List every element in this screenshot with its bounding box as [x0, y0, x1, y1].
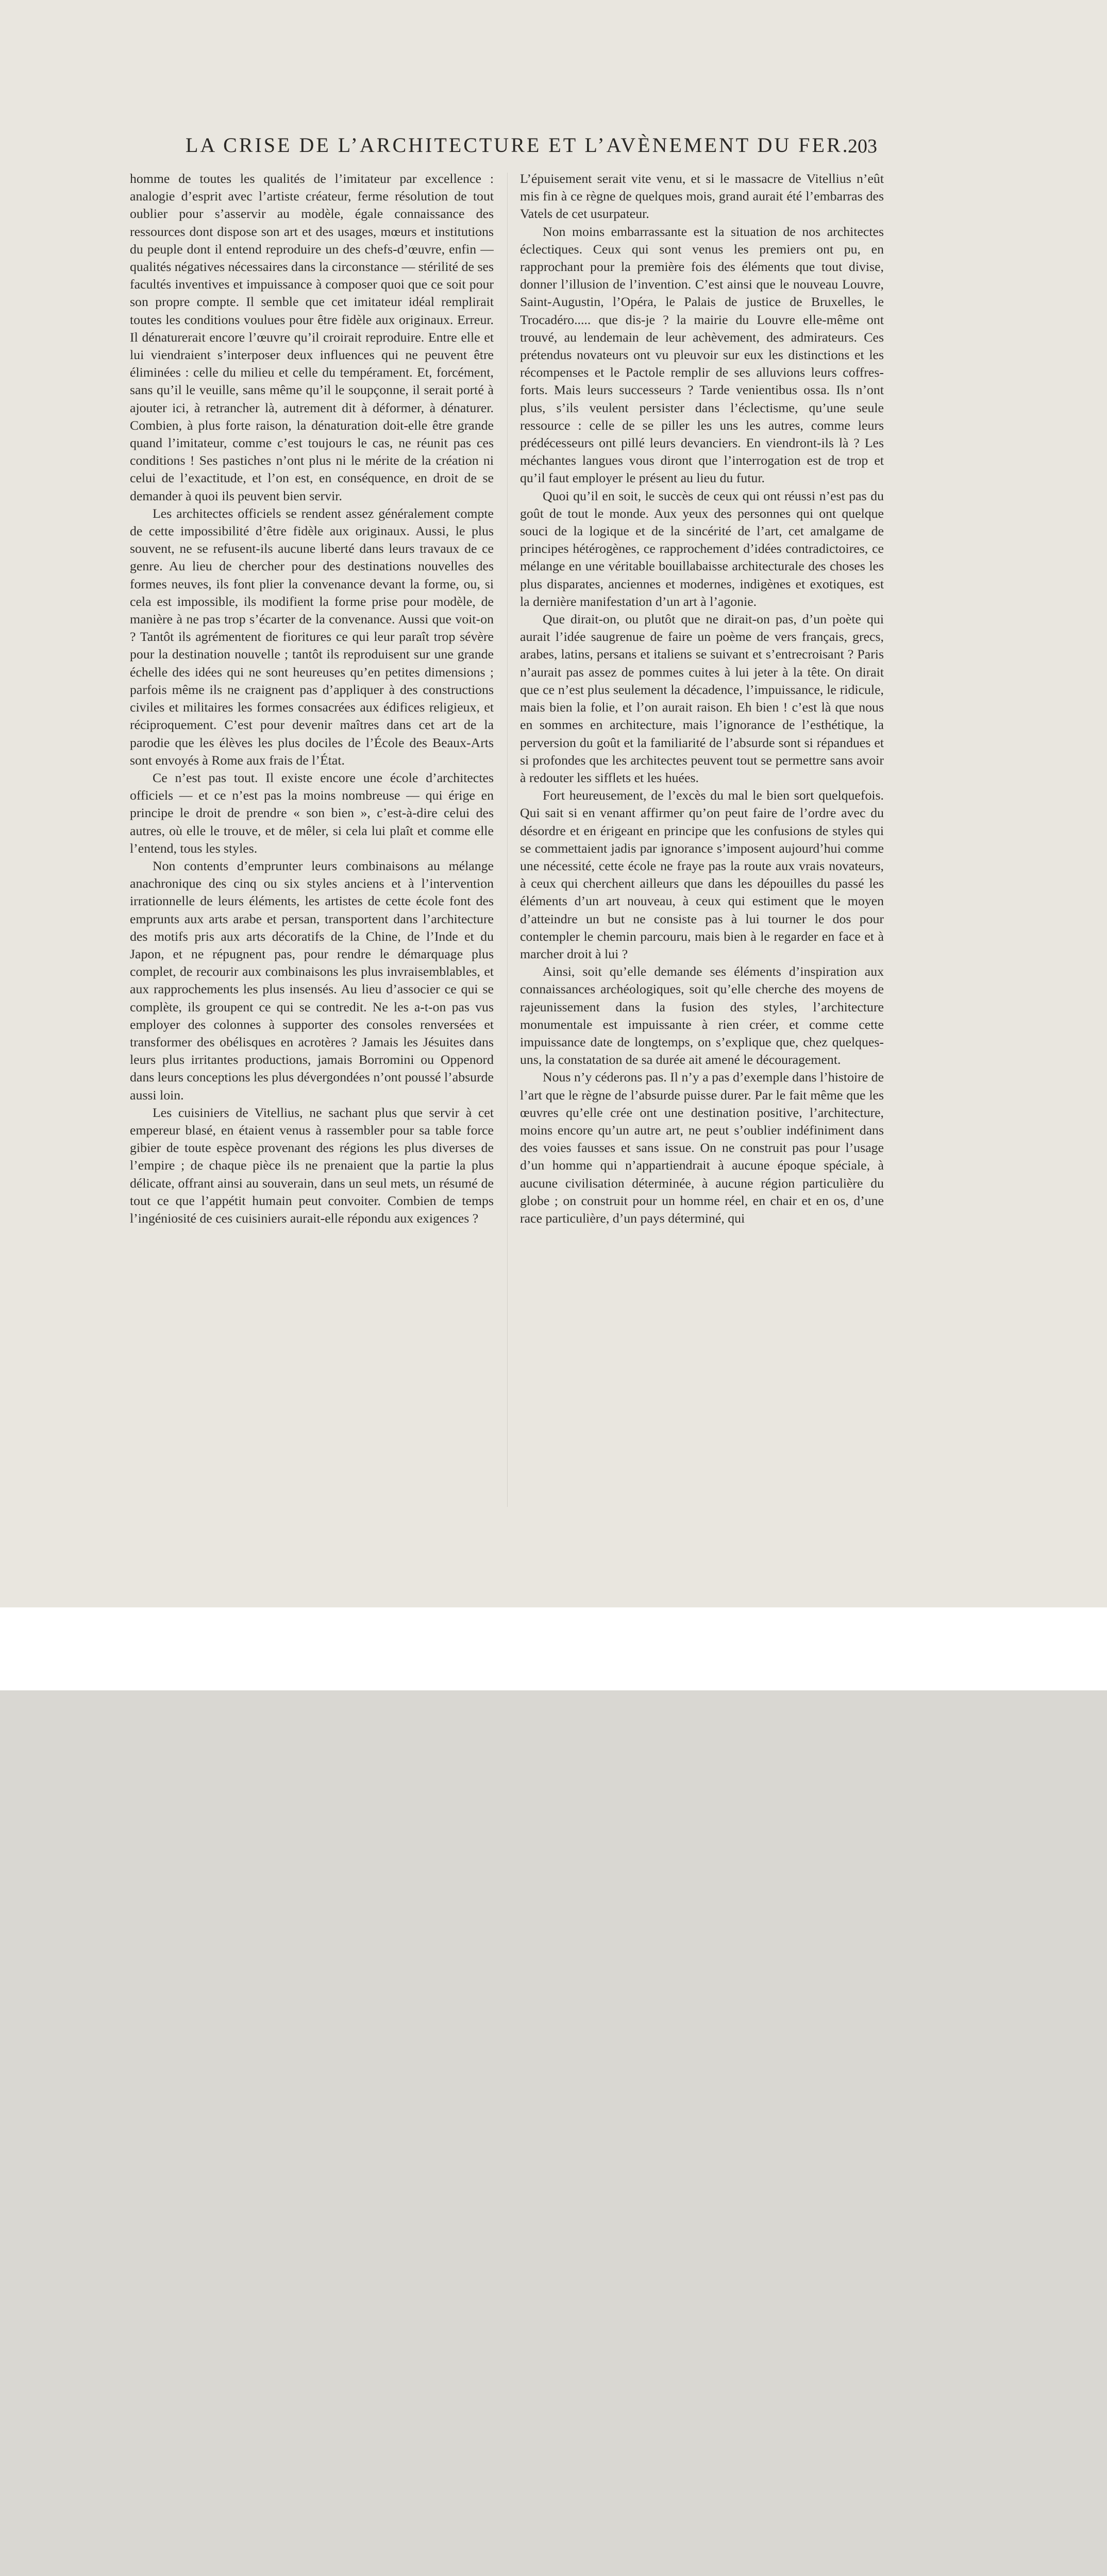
page-number: 203	[848, 135, 877, 157]
paragraph: L’épuisement serait vite venu, et si le massacre de Vitellius n’eût mis fin à ce règne de quelques mois, grand aurait été l’embarras des Vatels de cet usurpateur.	[520, 171, 884, 222]
right-text-column	[520, 170, 884, 1561]
paragraph: Non moins embarrassante est la situation de nos architectes éclectiques. Ceux qui sont venus les premiers ont pu, en rapprochant pour la première fois des éléments que tout divise, donner l’illusion de l’invention. C’est ainsi que le nouveau Louvre, Saint-Augustin, l’Opéra, le Palais de justice de Bruxelles, le Trocadéro..... que dis-je ? la mairie du Louvre elle-même ont trouvé, au lendemain de leur achèvement, des admirateurs. Ces prétendus novateurs ont vu pleuvoir sur eux les distinctions et les récompenses et le Pactole remplir de ses alluvions leurs coffres-forts. Mais leurs successeurs ? Tarde venientibus ossa. Ils n’ont plus, s’ils veulent persister dans l’éclectisme, qu’une seule ressource : celle de se piller les uns les autres, comme leurs prédécesseurs ont pillé leurs devanciers. En viendront-ils là ? Les méchantes langues vous diront que l’interrogation est de trop et qu’il faut employer le présent au lieu du futur.	[520, 224, 884, 486]
paragraph: Que dirait-on, ou plutôt que ne dirait-on pas, d’un poète qui aurait l’idée saugrenue de faire un poème de vers français, grecs, arabes, latins, persans et italiens se suivant et s’entrecroisant ? Paris n’aurait pas assez de pommes cuites à lui jeter à la tête. On dirait que ce n’est plus seulement la décadence, l’impuissance, le ridicule, mais bien la folie, et l’on aurait raison. Eh bien ! c’est là que nous en sommes en architecture, mais l’ignorance de l’esthétique, la perversion du goût et la familiarité de l’absurde sont si répandues et si profondes que les architectes peuvent tout se permettre sans avoir à redouter les sifflets et les huées.	[520, 612, 884, 785]
paragraph: Les architectes officiels se rendent assez généralement compte de cette impossibilité d’être fidèle aux originaux. Aussi, le plus souvent, ne se refusent-ils aucune liberté dans leurs travaux de ce genre. Au lieu de chercher pour des destinations nouvelles des formes neuves, ils font plier la convenance devant la forme, ou, si cela est impossible, ils modifient la forme prise pour modèle, de manière à ne pas trop s’écarter de la convenance. Aussi que voit-on ? Tantôt ils agrémentent de fioritures ce qui leur paraît trop sévère pour la destination nouvelle ; tantôt ils reproduisent sur une grande échelle des idées qui ne sont heureuses qu’en petites dimensions ; parfois même ils ne craignent pas d’appliquer à des constructions civiles et militaires les formes consacrées aux édifices religieux, et réciproquement. C’est pour devenir maîtres dans cet art de la parodie que les élèves les plus dociles de l’École des Beaux-Arts sont envoyés à Rome aux frais de l’État.	[130, 505, 494, 768]
paragraph: Nous n’y céderons pas. Il n’y a pas d’exemple dans l’histoire de l’art que le règne de l’absurde puisse durer. Par le fait même que les œuvres qu’elle crée ont une destination positive, l’architecture, moins encore qu’un autre art, ne peut s’oublier indéfiniment dans des voies fausses et sans issue. On ne construit pas pour l’usage d’un homme qui n’appartiendrait à aucune époque spéciale, à aucune civilisation déterminée, à aucune région particulière du globe ; on construit pour un homme réel, en chair et en os, d’une race particulière, d’un pays déterminé, qui	[520, 1070, 884, 1226]
paragraph: Quoi qu’il en soit, le succès de ceux qui ont réussi n’est pas du goût de tout le monde. Aux yeux des personnes qui ont quelque souci de la logique et de la sincérité de l’art, cet amalgame de principes hétérogènes, ce rapprochement d’idées contradictoires, ce mélange en une véritable bouillabaisse architecturale des choses les plus disparates, anciennes et modernes, indigènes et exotiques, est la dernière manifestation d’un art à l’agonie.	[520, 488, 884, 609]
column-divider	[507, 173, 508, 1507]
paragraph: Ainsi, soit qu’elle demande ses éléments d’inspiration aux connaissances archéologiques, soit qu’elle cherche des moyens de rajeunissement dans la fusion des styles, l’architecture monumentale est impuissante à rien créer, et comme cette impuissance date de longtemps, on s’explique que, chez quelques-uns, la constatation de sa durée ait amené le découragement.	[520, 964, 884, 1067]
paragraph: Fort heureusement, de l’excès du mal le bien sort quelquefois. Qui sait si en venant affirmer qu’on peut faire de l’ordre avec du désordre et en érigeant en principe que les confusions de styles qui se commettaient jadis par ignorance s’imposent aujourd’hui comme une nécessité, cette école ne fraye pas la route aux vrais novateurs, à ceux qui cherchent ailleurs que dans les dépouilles du passé les éléments d’un art nouveau, à ceux qui estiment que le moyen d’atteindre un but ne consiste pas à lui tourner le dos pour contempler le chemin parcouru, mais bien à le regarder en face et à marcher droit à lui ?	[520, 788, 884, 961]
viewer-footer	[0, 1607, 1107, 1690]
left-text-column	[130, 170, 494, 1561]
paragraph: Non contents d’emprunter leurs combinaisons au mélange anachronique des cinq ou six styles anciens et à l’intervention irrationnelle de leurs éléments, les artistes de cette école font des emprunts aux arts arabe et persan, transportent dans l’architecture des motifs pris aux arts décoratifs de la Chine, de l’Inde et du Japon, et ne répugnent pas, pour rendre le démarquage plus complet, de recourir aux combinaisons les plus invraisemblables, et aux rapprochements les plus insensés. Au lieu d’associer ce qui se complète, ils groupent ce qui se contredit. Ne les a-t-on pas vus employer des colonnes à supporter des consoles renversées et transformer des obélisques en acrotères ? Jamais les Jésuites dans leurs plus irritantes productions, jamais Borromini ou Oppenord dans leurs conceptions les plus dévergondées n’ont poussé l’absurde aussi loin.	[130, 858, 494, 1103]
paragraph: Les cuisiniers de Vitellius, ne sachant plus que servir à cet empereur blasé, en étaient venus à rassembler pour sa table force gibier de toute espèce provenant des régions les plus diverses de l’empire ; de chaque pièce ils ne prenaient que la partie la plus délicate, offrant ainsi au souverain, dans un seul mets, un résumé de tout ce que l’appétit humain peut convoiter. Combien de temps l’ingéniosité de ces cuisiniers aurait-elle répondu aux exigences ?	[130, 1105, 494, 1226]
running-title: LA CRISE DE L’ARCHITECTURE ET L’AVÈNEMENT DU FER.	[186, 133, 850, 157]
paragraph: Ce n’est pas tout. Il existe encore une école d’architectes officiels — et ce n’est pas la moins nombreuse — qui érige en principe le droit de prendre « son bien », c’est-à-dire celui des autres, où elle le trouve, et de mêler, si cela lui plaît et comme elle l’entend, tous les styles.	[130, 770, 494, 856]
paragraph: homme de toutes les qualités de l’imitateur par excellence : analogie d’esprit avec l’artiste créateur, ferme résolution de tout oublier pour s’asservir au modèle, égale connaissance des ressources dont dispose son art et des usages, mœurs et institutions du peuple dont il entend reproduire un des chefs-d’œuvre, enfin — qualités négatives nécessaires dans la circonstance — stérilité de ses facultés inventives et impuissance à composer quoi que ce soit pour son propre compte. Il semble que cet imitateur idéal remplirait toutes les conditions voulues pour être fidèle aux originaux. Erreur. Il dénaturerait encore l’œuvre qu’il croirait reproduire. Entre elle et lui viendraient s’interposer deux influences qui ne peuvent être éliminées : celle du milieu et celle du tempérament. Et, forcément, sans qu’il le veuille, sans même qu’il le soupçonne, il serait porté à ajouter ici, à retrancher là, autrement dit à déformer, à dénaturer. Combien, à plus forte raison, la dénaturation doit-elle être grande quand l’imitateur, comme c’est toujours le cas, ne réunit pas ces conditions ! Ses pastiches n’ont plus ni le mérite de la création ni celui de l’exactitude, et l’on est, en conséquence, en droit de se demander à quoi ils peuvent bien servir.	[130, 171, 494, 503]
